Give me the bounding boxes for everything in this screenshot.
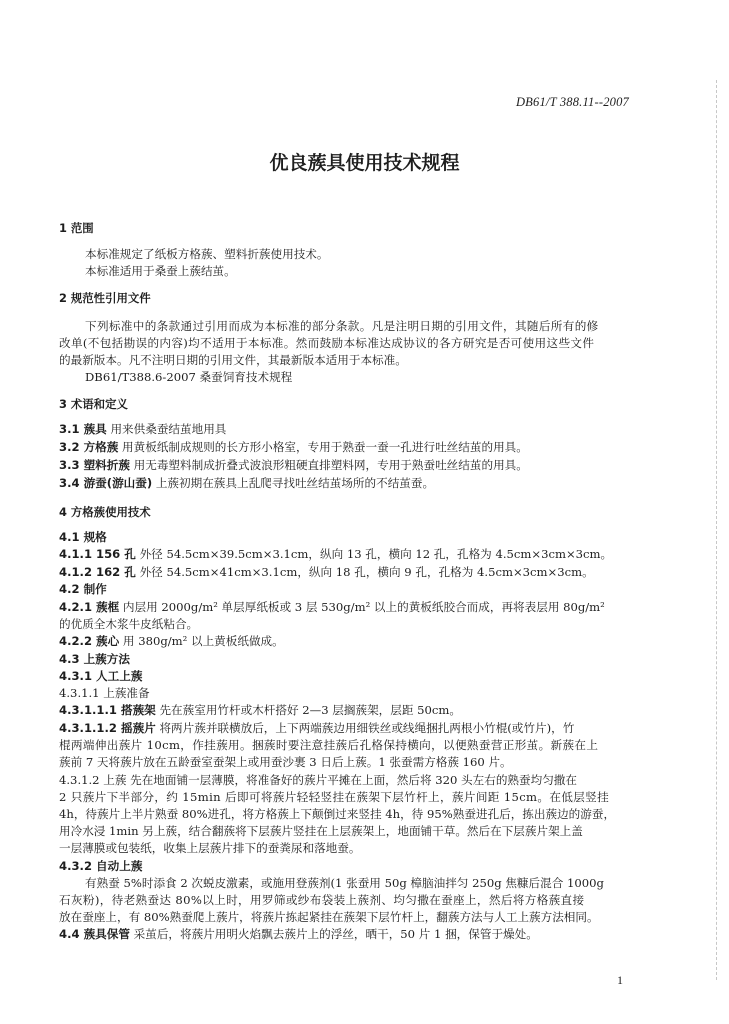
def-text: 上蔟初期在蔟具上乱爬寻找吐丝结茧场所的不结茧蚕。 [152,476,435,490]
item-4-3-1-1-1 [59,702,639,719]
item-term: 4.2.2 蔟心 [59,634,120,648]
item-4-3-1-2-line-3: 4h，待蔟片上半片熟蚕 80%进孔，将方格蔟上下颠倒过来竖挂 4h，待 95%熟蚕进孔后，拣出蔟边的游蚕， [59,807,616,821]
def-term: 蔟具 [83,422,107,436]
heading-4-3: 4.3 上蔟方法 [59,652,130,666]
definition-3-4 [59,475,639,492]
spec-term: 4.1.1 156 孔 [59,547,136,561]
s1-paragraph-1: 本标准规定了纸板方格蔟、塑料折蔟使用技术。 [85,247,329,261]
s2-line-1: 下列标准中的条款通过引用而成为本标准的部分条款。凡是注明日期的引用文件，其随后所有的修 [85,319,599,333]
def-term: 塑料折蔟 [83,458,130,472]
heading-4-1: 4.1 规格 [59,530,107,544]
def-number: 3.4 [59,476,84,490]
item-term: 4.3.1.1.1 搭蔟架 [59,703,156,717]
item-4-3-1-1: 4.3.1.1 上蔟准备 [59,686,150,700]
item-text: 内层用 2000g/m² 单层厚纸板或 3 层 530g/m² 以上的黄板纸胶合而成，再将表层用 80g/m² [119,600,605,614]
s2-line-3: 的最新版本。凡不注明日期的引用文件，其最新版本适用于本标准。 [59,353,407,367]
item-4-3-1-1-2-cont-1: 棍两端伸出蔟片 10cm，作挂蔟用。捆蔟时要注意挂蔟后孔格保持横向，以便熟蚕营正形茧。新蔟在上 [59,738,599,752]
heading-4-3-2: 4.3.2 自动上蔟 [59,859,143,873]
document-title: 优良蔟具使用技术规程 [269,152,460,174]
def-text: 用来供桑蚕结茧地用具 [106,422,227,436]
item-4-3-2-line-3: 放在蚕座上，有 80%熟蚕爬上蔟片，将蔟片拣起紧挂在蔟架下层竹杆上，翻蔟方法与人工上蔟方法相同。 [59,910,599,924]
section-4-heading: 4 方格蔟使用技术 [59,505,151,519]
s1-paragraph-2: 本标准适用于桑蚕上蔟结茧。 [85,264,236,278]
item-4-3-1-2-line-5: 一层薄膜或包装纸，收集上层蔟片排下的蚕粪尿和落地蚕。 [59,841,361,855]
section-2-heading: 2 规范性引用文件 [59,291,151,305]
def-text: 用无毒塑料制成折叠式波浪形粗硬直排塑料网，专用于熟蚕吐丝结茧的用具。 [129,458,528,472]
def-text: 用黄板纸制成规则的长方形小格室，专用于熟蚕一蚕一孔进行吐丝结茧的用具。 [118,440,528,454]
section-1-heading: 1 范围 [59,221,94,235]
spec-text: 外径 54.5cm×41cm×3.1cm，纵向 18 孔，横向 9 孔，孔格为 4.5cm×3cm×3cm。 [135,565,594,579]
spec-4-1-1 [59,546,639,563]
item-4-3-1-2-line-1: 4.3.1.2 上蔟 先在地面铺一层薄膜，将准备好的蔟片平摊在上面，然后将 320 头左右的熟蚕均匀撒在 [59,773,577,787]
item-4-2-1-cont: 的优质全木浆牛皮纸粘合。 [59,617,199,631]
item-text: 先在蔟室用竹杆或木杆搭好 2—3 层搁蔟架，层距 50cm。 [155,703,461,717]
item-4-3-1-2-line-4: 用冷水浸 1min 另上蔟，结合翻蔟将下层蔟片竖挂在上层蔟架上，地面铺干草。然后在下层蔟片架上盖 [59,824,583,838]
def-number: 3.2 [59,440,84,454]
s2-line-2: 改单(不包括勘误的内容)均不适用于本标准。然而鼓励本标准达成协议的各方研究是否可使用这些文件 [59,336,595,350]
item-4-2-1 [59,599,639,616]
def-number: 3.1 [59,422,84,436]
spec-text: 外径 54.5cm×39.5cm×3.1cm，纵向 13 孔，横向 12 孔，孔格为 4.5cm×3cm×3cm。 [135,547,613,561]
spec-4-1-2 [59,564,639,581]
scan-edge-line [715,80,717,980]
item-4-3-1-1-2-cont-2: 蔟前 7 天将蔟片放在五龄蚕室蚕架上或用蚕沙裹 3 日后上蔟。1 张蚕需方格蔟 160 片。 [59,755,512,769]
item-text: 用 380g/m² 以上黄板纸做成。 [119,634,284,648]
def-term: 游蚕(游山蚕) [83,476,153,490]
item-4-3-2-line-2: 石灰粉)，待老熟蚕达 80%以上时，用罗筛或纱布袋装上蔟剂、均匀撒在蚕座上，然后将方格蔟直接 [59,893,585,907]
definition-3-3 [59,457,639,474]
definition-3-2 [59,439,639,456]
def-term: 方格蔟 [83,440,119,454]
item-term: 4.4 蔟具保管 [59,927,130,941]
spec-term: 4.1.2 162 孔 [59,565,136,579]
item-4-3-1-2-line-2: 2 只蔟片下半部分，约 15min 后即可将蔟片轻轻竖挂在蔟架下层竹杆上，蔟片间距 15cm。在低层竖挂 [59,790,610,804]
s2-reference: DB61/T388.6-2007 桑蚕饲育技术规程 [85,370,293,384]
heading-4-2: 4.2 制作 [59,582,107,596]
def-number: 3.3 [59,458,84,472]
item-4-3-1-1-2 [59,720,639,737]
item-term: 4.2.1 蔟框 [59,600,120,614]
page-number: 1 [617,973,623,987]
standard-code: DB61/T 388.11--2007 [515,95,629,109]
item-4-2-2 [59,633,639,650]
item-4-3-2-line-1: 有熟蚕 5%时添食 2 次蜕皮激素，或施用登蔟剂(1 张蚕用 50g 樟脑油拌匀 250g 焦糠后混合 1000g [85,876,604,890]
definition-3-1 [59,421,639,438]
section-3-heading: 3 术语和定义 [59,397,128,411]
item-term: 4.3.1.1.2 摇蔟片 [59,721,156,735]
heading-4-3-1: 4.3.1 人工上蔟 [59,669,143,683]
item-4-4 [59,926,639,943]
item-text: 将两片蔟并联横放后，上下两端蔟边用细铁丝或线绳捆扎两根小竹棍(或竹片)，竹 [155,721,575,735]
item-text: 采茧后，将蔟片用明火焰飘去蔟片上的浮丝，晒干，50 片 1 捆，保管于燥处。 [129,927,538,941]
